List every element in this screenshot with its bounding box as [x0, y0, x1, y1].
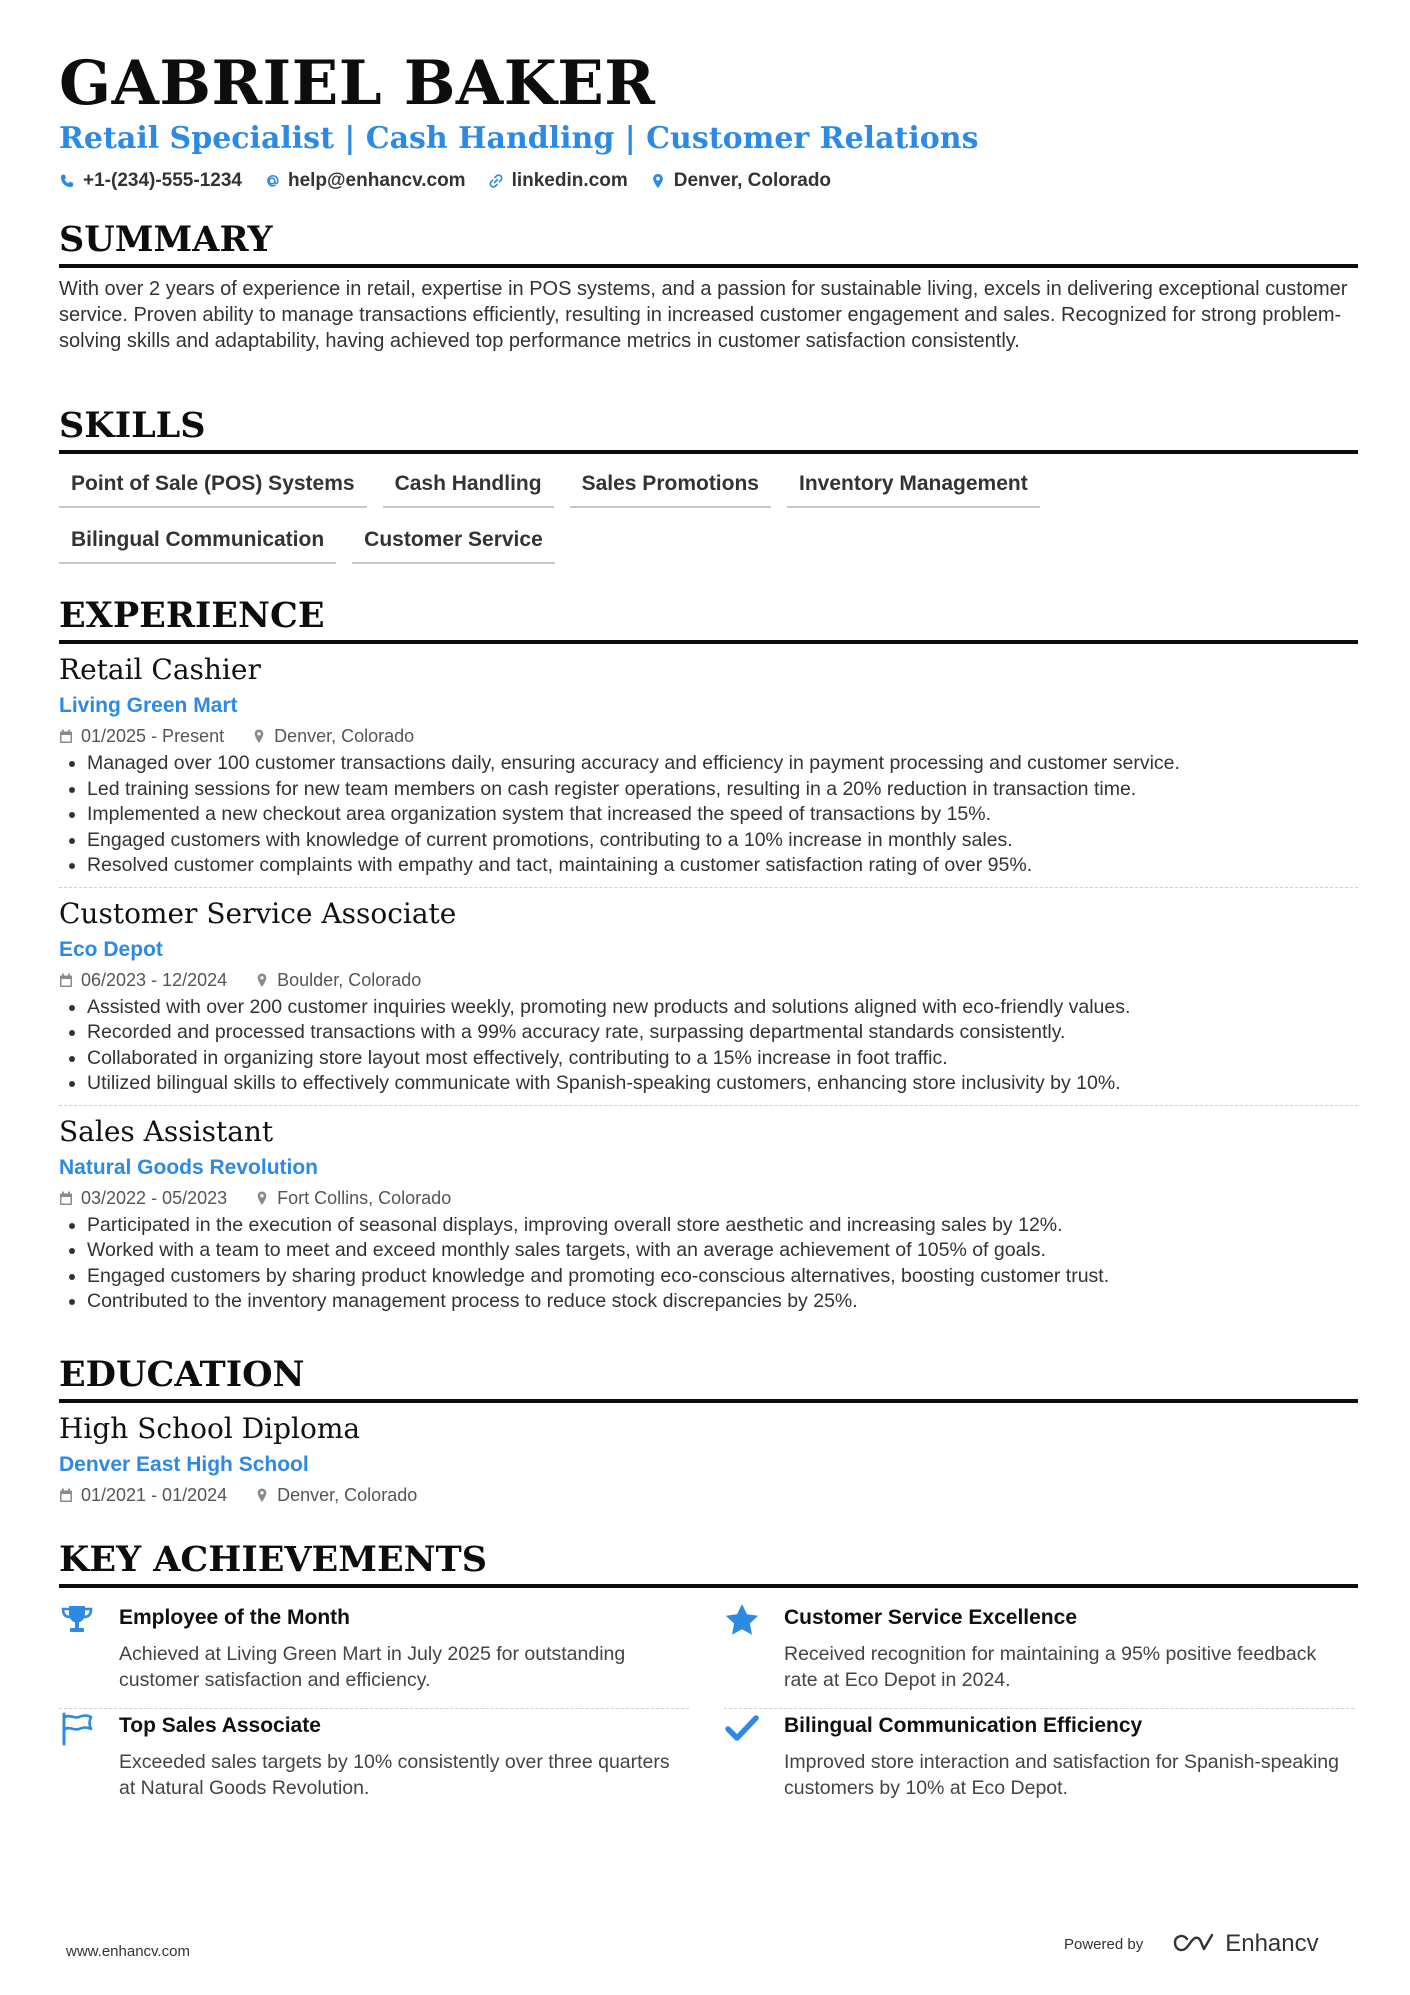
education-dates-text: 01/2021 - 01/2024: [81, 1485, 228, 1505]
achievement-title: Bilingual Communication Efficiency: [784, 1714, 1143, 1737]
achievement-desc: Exceeded sales targets by 10% consistently over three quarters at Natural Goods Revolution.: [119, 1751, 670, 1799]
job-meta: [59, 970, 1358, 991]
star-icon: [724, 1602, 760, 1638]
candidate-headline: Retail Specialist | Cash Handling | Customer Relations: [59, 121, 979, 156]
job-dates-text: 06/2023 - 12/2024: [81, 969, 228, 990]
education-meta: [59, 1485, 1358, 1506]
education-title: EDUCATION: [59, 1353, 1358, 1403]
link-icon: [488, 173, 504, 189]
job-dates: [59, 1188, 227, 1209]
achievement-divider: [724, 1708, 1354, 1709]
flag-icon: [59, 1710, 95, 1746]
entry-divider: [59, 1105, 1358, 1106]
skills-title: SKILLS: [59, 404, 1358, 454]
skill-tag: Customer Service: [352, 522, 555, 564]
job-location-text: Boulder, Colorado: [277, 969, 422, 990]
job-bullets: [59, 995, 1358, 1097]
job-location-text: Fort Collins, Colorado: [277, 1187, 452, 1208]
calendar-icon: [59, 973, 73, 988]
education-location: [255, 1485, 417, 1506]
achievement-divider: [59, 1708, 689, 1709]
phone-text: +1-(234)-555-1234: [83, 170, 242, 191]
enhancv-brand-text: Enhancv: [1225, 1930, 1319, 1957]
contact-bar: [59, 170, 1358, 192]
trophy-icon: [59, 1602, 95, 1638]
degree-title: High School Diploma: [59, 1412, 361, 1445]
footer-branding: [1064, 1930, 1319, 1958]
education-location-text: Denver, Colorado: [277, 1485, 418, 1505]
experience-entry: [59, 652, 1358, 888]
footer-website[interactable]: www.enhancv.com: [66, 1943, 190, 1960]
job-location: [255, 1188, 451, 1209]
email-text: help@enhancv.com: [287, 170, 466, 191]
bullet: • Collaborated in organizing store layout most effectively, contributing to a 15% increase in foot traffic.: [87, 1046, 1358, 1072]
contact-location: [650, 170, 831, 192]
bullet: • Managed over 100 customer transactions daily, ensuring accuracy and efficiency in payment processing and customer service.: [87, 751, 1358, 777]
checkmark-icon: [724, 1710, 760, 1746]
achievement-title: Employee of the Month: [119, 1606, 350, 1629]
skills-list: [59, 466, 1209, 564]
enhancv-logo-icon: [1171, 1932, 1217, 1956]
resume-content: [59, 48, 1358, 1799]
job-dates: [59, 726, 224, 747]
achievements-section: [59, 1538, 1358, 1799]
powered-by-text: Powered by: [1064, 1935, 1144, 1953]
experience-title: EXPERIENCE: [59, 594, 1358, 644]
candidate-name: GABRIEL BAKER: [59, 48, 656, 119]
bullet: • Implemented a new checkout area organization system that increased the speed of transactions by 15%.: [87, 802, 1358, 828]
achievement-title: Customer Service Excellence: [784, 1606, 1077, 1629]
experience-entry: [59, 1114, 1358, 1315]
education-section: [59, 1353, 1358, 1506]
location-pin-icon: [255, 1488, 269, 1503]
location-pin-icon: [252, 729, 266, 744]
bullet: • Worked with a team to meet and exceed monthly sales targets, with an average achievement of 105% of goals.: [87, 1238, 1358, 1264]
enhancv-logo[interactable]: [1171, 1930, 1318, 1958]
skill-tag: Sales Promotions: [570, 466, 771, 508]
bullet: • Resolved customer complaints with empathy and tact, maintaining a customer satisfaction rating of over 95%.: [87, 853, 1358, 879]
bullet: • Contributed to the inventory management process to reduce stock discrepancies by 25%.: [87, 1289, 1358, 1315]
entry-divider: [59, 887, 1358, 888]
company-name: Natural Goods Revolution: [59, 1155, 319, 1179]
achievement-desc: Improved store interaction and satisfaction for Spanish-speaking customers by 10% at Eco Depot.: [784, 1751, 1339, 1799]
job-bullets: [59, 751, 1358, 879]
summary-title: SUMMARY: [59, 218, 1358, 268]
calendar-icon: [59, 1191, 73, 1206]
bullet: • Participated in the execution of seasonal displays, improving overall store aesthetic and increasing sales by 12%.: [87, 1213, 1358, 1239]
bullet: • Led training sessions for new team members on cash register operations, resulting in a 20% reduction in transaction time.: [87, 777, 1358, 803]
contact-phone[interactable]: [59, 170, 242, 192]
experience-section: [59, 594, 1358, 1315]
summary-section: [59, 218, 1358, 354]
job-meta: [59, 726, 1358, 747]
job-location: [255, 970, 421, 991]
school-name: Denver East High School: [59, 1453, 309, 1476]
skills-section: [59, 404, 1358, 564]
company-name: Living Green Mart: [59, 694, 238, 717]
job-bullets: [59, 1213, 1358, 1315]
experience-entry: [59, 896, 1358, 1106]
calendar-icon: [59, 1488, 73, 1503]
location-pin-icon: [255, 1191, 269, 1206]
company-name: Eco Depot: [59, 937, 163, 961]
job-title: Retail Cashier: [59, 653, 261, 686]
skill-tag: Inventory Management: [787, 466, 1040, 508]
contact-email[interactable]: [264, 170, 466, 192]
job-dates-text: 01/2025 - Present: [81, 726, 225, 746]
skill-tag: Point of Sale (POS) Systems: [59, 466, 367, 508]
job-dates-text: 03/2022 - 05/2023: [81, 1187, 228, 1208]
bullet: • Recorded and processed transactions with a 99% accuracy rate, surpassing departmental standards consistently.: [87, 1020, 1358, 1046]
contact-linkedin[interactable]: [488, 170, 628, 192]
resume-header: [59, 48, 1358, 192]
job-dates: [59, 970, 227, 991]
bullet: • Engaged customers with knowledge of current promotions, contributing to a 10% increase in monthly sales.: [87, 828, 1358, 854]
job-location: [252, 726, 414, 747]
linkedin-text: linkedin.com: [511, 170, 628, 191]
skill-tag: Cash Handling: [383, 466, 554, 508]
job-title: Customer Service Associate: [59, 896, 457, 930]
skill-tag: Bilingual Communication: [59, 522, 336, 564]
education-dates: [59, 1485, 227, 1506]
location-text: Denver, Colorado: [673, 170, 832, 191]
location-pin-icon: [255, 973, 269, 988]
bullet: • Engaged customers by sharing product knowledge and promoting eco-conscious alternatives, boosting customer trust.: [87, 1264, 1358, 1290]
calendar-icon: [59, 729, 73, 744]
location-pin-icon: [650, 173, 666, 189]
bullet: • Utilized bilingual skills to effectively communicate with Spanish-speaking customers, enhancing store inclusivity by 10%.: [87, 1071, 1358, 1097]
job-location-text: Denver, Colorado: [274, 726, 415, 746]
at-icon: [264, 173, 280, 189]
achievement-title: Top Sales Associate: [119, 1714, 321, 1737]
job-title: Sales Assistant: [59, 1114, 274, 1148]
phone-icon: [59, 173, 75, 189]
achievements-title: KEY ACHIEVEMENTS: [59, 1538, 1358, 1588]
bullet: • Assisted with over 200 customer inquiries weekly, promoting new products and solutions aligned with eco-friendly values.: [87, 995, 1358, 1021]
achievement-desc: Achieved at Living Green Mart in July 2025 for outstanding customer satisfaction and efficiency.: [119, 1643, 626, 1691]
achievement-desc: Received recognition for maintaining a 95% positive feedback rate at Eco Depot in 2024.: [784, 1643, 1317, 1691]
summary-text: With over 2 years of experience in retail, expertise in POS systems, and a passion for sustainable living, excels in delivering exceptional customer service. Proven ability to manage transactions efficiently, resulting in increased customer engagement and sales. Recognized for strong problem-solving skills and adaptability, having achieved top performance metrics in customer satisfaction consistently.: [59, 278, 1348, 352]
job-meta: [59, 1188, 1358, 1209]
